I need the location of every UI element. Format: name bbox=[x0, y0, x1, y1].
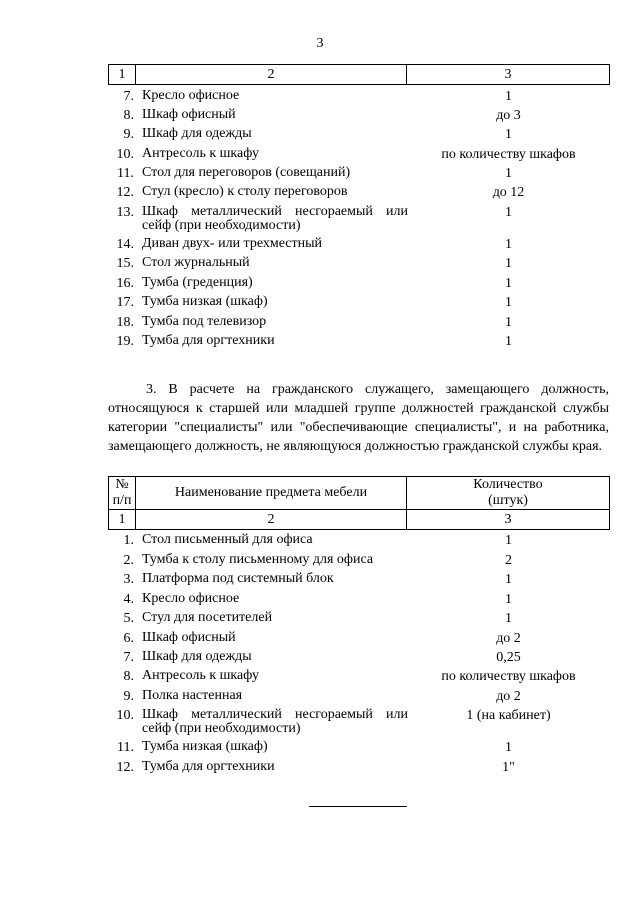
row-quantity: 1 bbox=[505, 256, 512, 271]
row-quantity: 1 bbox=[505, 334, 512, 349]
row-quantity: 1 bbox=[505, 237, 512, 252]
row-name: Тумба низкая (шкаф) bbox=[142, 739, 268, 754]
row-quantity: до 12 bbox=[492, 185, 525, 200]
row-quantity: 1 bbox=[505, 276, 512, 291]
table1-header-col2: 2 bbox=[136, 65, 407, 85]
row-quantity: 2 bbox=[505, 553, 512, 568]
row-quantity: 1 bbox=[505, 572, 512, 587]
row-name: Тумба низкая (шкаф) bbox=[142, 294, 268, 309]
row-quantity: 1" bbox=[502, 760, 515, 775]
row-number: 1. bbox=[123, 533, 134, 548]
row-quantity: до 2 bbox=[496, 631, 521, 646]
table2-header-name: Наименование предмета мебели bbox=[136, 477, 407, 510]
row-name: Кресло офисное bbox=[142, 591, 240, 606]
row-number: 11. bbox=[117, 740, 134, 755]
row-name: Антресоль к шкафу bbox=[142, 668, 259, 683]
row-number: 18. bbox=[116, 315, 134, 330]
row-quantity: до 2 bbox=[496, 689, 521, 704]
row-name: Шкаф офисный bbox=[142, 107, 236, 122]
table2-header bbox=[108, 476, 610, 530]
row-number: 13. bbox=[116, 205, 134, 220]
row-quantity: 1 bbox=[505, 205, 512, 220]
row-name: Тумба для оргтехники bbox=[142, 759, 275, 774]
row-name: Платформа под системный блок bbox=[142, 571, 334, 586]
row-number: 11. bbox=[117, 166, 134, 181]
table2-index-col2: 2 bbox=[136, 510, 407, 530]
row-number: 12. bbox=[116, 185, 134, 200]
row-quantity: 1 bbox=[505, 89, 512, 104]
row-name: Стол журнальный bbox=[142, 255, 250, 270]
row-quantity: по количеству шкафов bbox=[441, 147, 576, 162]
row-number: 9. bbox=[123, 689, 134, 704]
row-name: Шкаф для одежды bbox=[142, 126, 252, 141]
table2-header-num bbox=[109, 477, 136, 510]
row-number: 19. bbox=[116, 334, 134, 349]
row-name: Шкаф для одежды bbox=[142, 649, 252, 664]
row-quantity: 1 bbox=[505, 533, 512, 548]
table1-header-col3: 3 bbox=[407, 65, 610, 85]
page-number: 3 bbox=[316, 36, 324, 51]
table1-header-col1: 1 bbox=[109, 65, 136, 85]
header-num-line1: № bbox=[115, 477, 129, 492]
row-quantity: 0,25 bbox=[496, 650, 521, 665]
row-number: 10. bbox=[116, 147, 134, 162]
row-name: Антресоль к шкафу bbox=[142, 146, 259, 161]
row-name: Тумба к столу письменному для офиса bbox=[142, 552, 374, 567]
row-name: Полка настенная bbox=[142, 688, 243, 703]
row-quantity: до 3 bbox=[496, 108, 521, 123]
row-number: 9. bbox=[123, 127, 134, 142]
row-name: Тумба для оргтехники bbox=[142, 333, 275, 348]
table2-header-qty bbox=[407, 477, 610, 510]
row-name: Тумба (греденция) bbox=[142, 275, 253, 290]
row-number: 15. bbox=[116, 256, 134, 271]
row-number: 6. bbox=[123, 631, 134, 646]
row-number: 2. bbox=[123, 553, 134, 568]
row-name: Шкаф металлический несгораемый или сейф (при необходимости) bbox=[142, 204, 408, 233]
header-num-line2: п/п bbox=[112, 493, 132, 508]
row-name: Тумба под телевизор bbox=[142, 314, 267, 329]
row-quantity: 1 (на кабинет) bbox=[466, 708, 551, 723]
table2-index-col1: 1 bbox=[109, 510, 136, 530]
row-quantity: 1 bbox=[505, 127, 512, 142]
row-name: Шкаф офисный bbox=[142, 630, 236, 645]
row-number: 7. bbox=[123, 89, 134, 104]
row-quantity: 1 bbox=[505, 295, 512, 310]
table1-header bbox=[108, 64, 610, 85]
row-quantity: по количеству шкафов bbox=[441, 669, 576, 684]
row-quantity: 1 bbox=[505, 166, 512, 181]
row-number: 14. bbox=[116, 237, 134, 252]
header-qty-line1: Количество bbox=[473, 477, 543, 492]
table2-index-col3: 3 bbox=[407, 510, 610, 530]
row-number: 7. bbox=[123, 650, 134, 665]
row-quantity: 1 bbox=[505, 592, 512, 607]
row-number: 4. bbox=[123, 592, 134, 607]
row-number: 17. bbox=[116, 295, 134, 310]
row-name: Стул для посетителей bbox=[142, 610, 273, 625]
row-quantity: 1 bbox=[505, 740, 512, 755]
row-name: Стул (кресло) к столу переговоров bbox=[142, 184, 348, 199]
row-name: Диван двух- или трехместный bbox=[142, 236, 323, 251]
row-name: Шкаф металлический несгораемый или сейф (при необходимости) bbox=[142, 707, 408, 736]
row-quantity: 1 bbox=[505, 315, 512, 330]
row-number: 5. bbox=[123, 611, 134, 626]
row-number: 8. bbox=[123, 669, 134, 684]
row-number: 3. bbox=[123, 572, 134, 587]
row-number: 16. bbox=[116, 276, 134, 291]
row-number: 12. bbox=[116, 760, 134, 775]
row-name: Стол письменный для офиса bbox=[142, 532, 313, 547]
header-qty-line2: (штук) bbox=[488, 493, 528, 508]
row-name: Кресло офисное bbox=[142, 88, 240, 103]
separator-line bbox=[309, 806, 407, 807]
section-paragraph: 3. В расчете на гражданского служащего, замещающего должность, относящуюся к старшей или младшей группе должностей гражданской службы категории "специалисты" или "обеспечивающие специалисты", и на работника, замещающего должность, не являющуюся должностью гражданской службы края. bbox=[108, 382, 609, 454]
row-number: 10. bbox=[116, 708, 134, 723]
row-name: Стол для переговоров (совещаний) bbox=[142, 165, 351, 180]
row-quantity: 1 bbox=[505, 611, 512, 626]
row-number: 8. bbox=[123, 108, 134, 123]
